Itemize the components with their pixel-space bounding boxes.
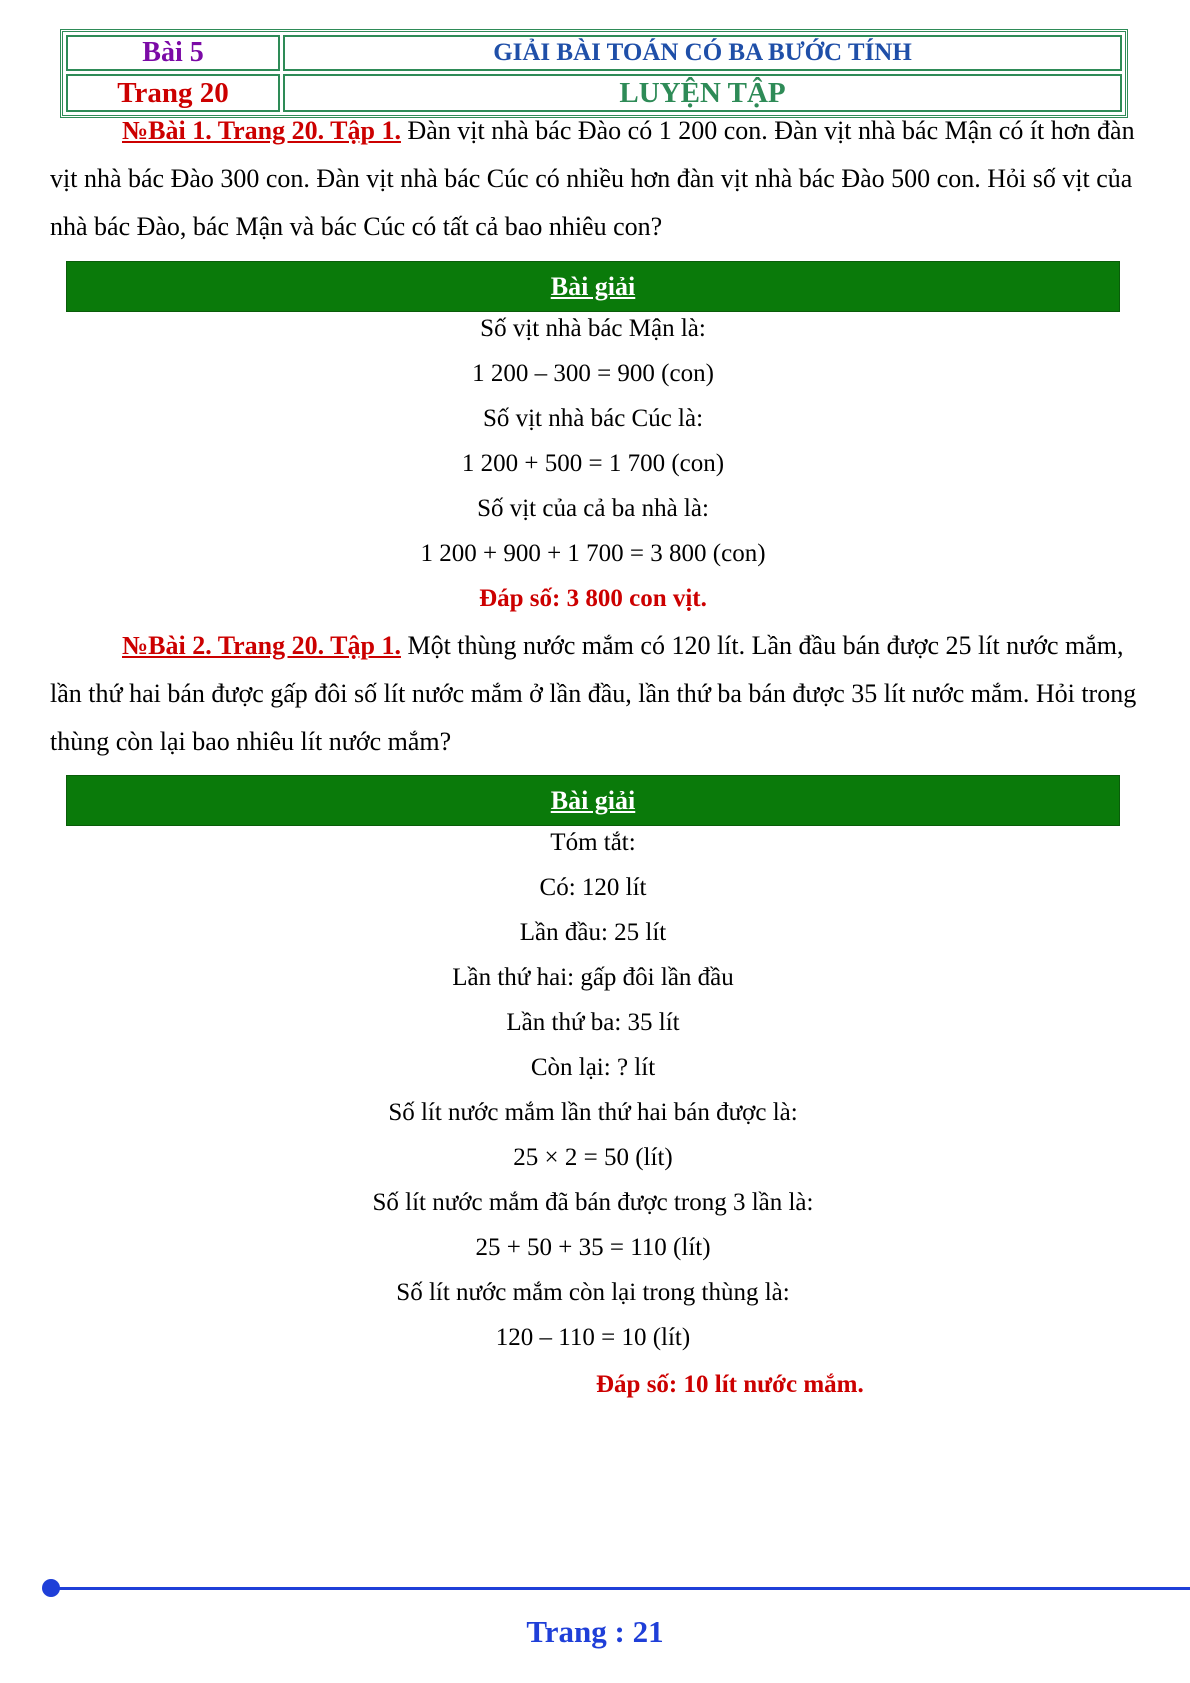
solution-line: 1 200 + 500 = 1 700 (con) bbox=[461, 450, 725, 477]
problem-2-text: Một thùng nước mắm có 120 lít. Lần đầu bán được 25 lít nước mắm, lần thứ hai bán được gấp đôi số lít nước mắm ở lần đầu, lần thứ ba bán được 35 lít nước mắm. Hỏi trong thùng còn lại bao nhiêu lít nước mắm? bbox=[50, 631, 1137, 756]
solution-2-heading-bar bbox=[66, 775, 1120, 826]
solution-1-heading: Bài giải bbox=[550, 271, 636, 301]
solution-line: 1 200 – 300 = 900 (con) bbox=[472, 360, 714, 387]
solution-1-heading-bar bbox=[66, 261, 1120, 312]
page-ref: Trang 20 bbox=[117, 76, 229, 109]
lesson-number-cell bbox=[66, 35, 280, 71]
solution-line: Số lít nước mắm đã bán được trong 3 lần là: bbox=[372, 1189, 814, 1216]
solution-line: 25 × 2 = 50 (lít) bbox=[513, 1144, 673, 1171]
solution-line: 25 + 50 + 35 = 110 (lít) bbox=[475, 1234, 711, 1261]
solution-line: Có: 120 lít bbox=[539, 874, 647, 901]
solution-line: Số vịt nhà bác Mận là: bbox=[480, 315, 706, 342]
solution-line: Lần thứ hai: gấp đôi lần đầu bbox=[452, 964, 734, 991]
solution-line: Lần đầu: 25 lít bbox=[519, 919, 667, 946]
footer-page-number: Trang : 21 bbox=[526, 1614, 664, 1649]
solution-line: Số vịt nhà bác Cúc là: bbox=[482, 405, 704, 432]
solution-1-lines bbox=[66, 306, 1120, 621]
solution-line: Tóm tắt: bbox=[550, 829, 636, 856]
lesson-header-table bbox=[60, 29, 1128, 118]
lesson-title-cell bbox=[283, 35, 1122, 71]
solution-2-answer: Đáp số: 10 lít nước mắm. bbox=[596, 1371, 864, 1398]
lesson-title: GIẢI BÀI TOÁN CÓ BA BƯỚC TÍNH bbox=[493, 39, 912, 66]
solution-line: 120 – 110 = 10 (lít) bbox=[495, 1324, 691, 1351]
solution-2-heading: Bài giải bbox=[550, 785, 636, 815]
problem-1-text: Đàn vịt nhà bác Đào có 1 200 con. Đàn vịt nhà bác Mận có ít hơn đàn vịt nhà bác Đào 300 con. Đàn vịt nhà bác Cúc có nhiều hơn đàn vịt nhà bác Đào 500 con. Hỏi số vịt của nhà bác Đào, bác Mận và bác Cúc có tất cả bao nhiêu con? bbox=[50, 116, 1135, 241]
footer-divider bbox=[52, 1587, 1190, 1590]
problem-2 bbox=[50, 622, 1140, 766]
problem-1 bbox=[50, 107, 1140, 251]
solution-line: Còn lại: ? lít bbox=[530, 1054, 656, 1081]
problem-1-label: №Bài 1. Trang 20. Tập 1. bbox=[122, 116, 401, 145]
solution-line: Lần thứ ba: 35 lít bbox=[506, 1009, 680, 1036]
solution-line: Số vịt của cả ba nhà là: bbox=[477, 495, 709, 522]
solution-1-answer: Đáp số: 3 800 con vịt. bbox=[479, 585, 707, 612]
problem-2-label: №Bài 2. Trang 20. Tập 1. bbox=[122, 631, 401, 660]
solution-line: Số lít nước mắm còn lại trong thùng là: bbox=[396, 1279, 790, 1306]
solution-2-lines bbox=[66, 820, 1120, 1360]
solution-line: Số lít nước mắm lần thứ hai bán được là: bbox=[388, 1099, 798, 1126]
section-title: LUYỆN TẬP bbox=[619, 76, 786, 109]
lesson-number: Bài 5 bbox=[142, 37, 204, 68]
solution-line: 1 200 + 900 + 1 700 = 3 800 (con) bbox=[420, 540, 766, 567]
